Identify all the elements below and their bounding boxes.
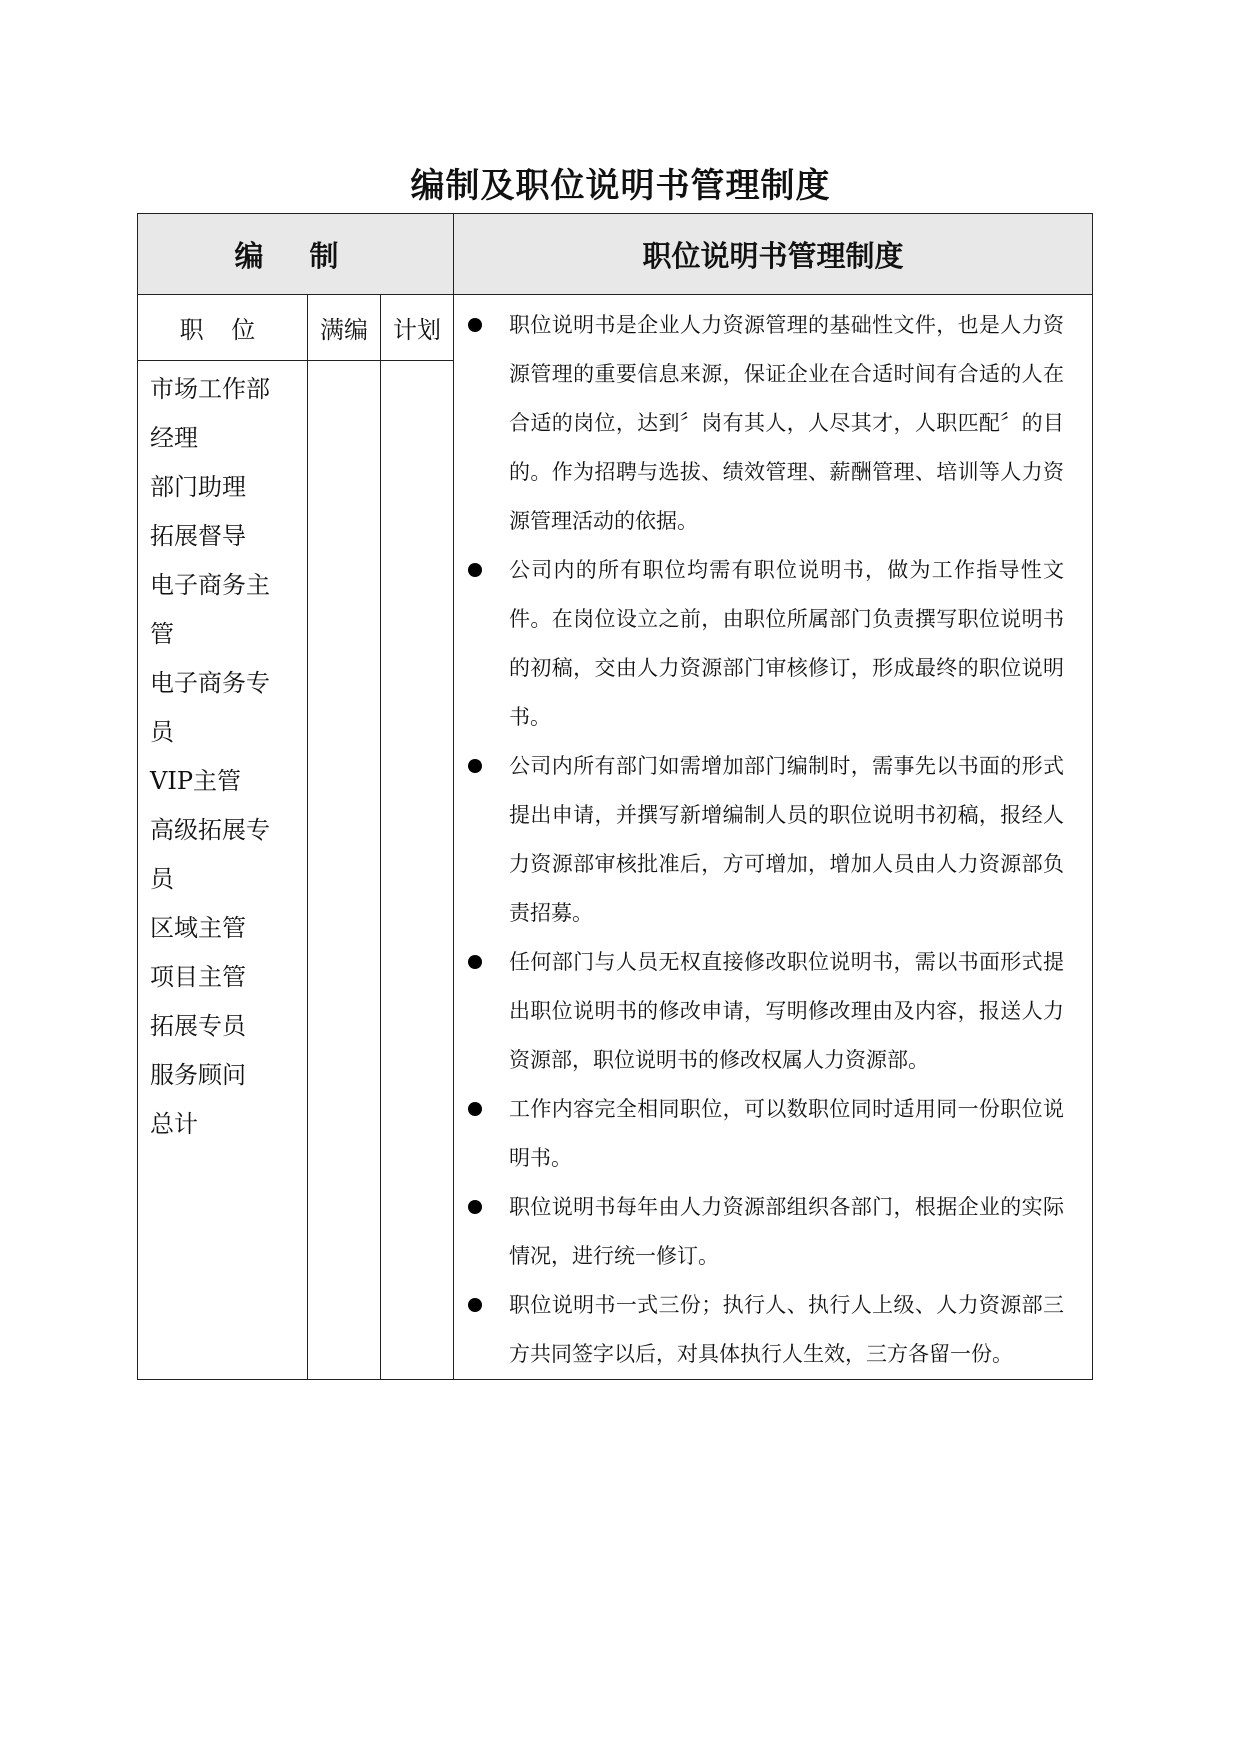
bullet-icon	[468, 1200, 482, 1214]
rule-item	[468, 1085, 1064, 1183]
rule-text: 公司内的所有职位均需有职位说明书，做为工作指导性文件。在岗位设立之前，由职位所属部门负责撰写职位说明书的初稿，交由人力资源部门审核修订，形成最终的职位说明书。	[509, 558, 1065, 729]
page-title: 编制及职位说明书管理制度	[410, 166, 831, 206]
full-staff-column-header: 满编	[308, 295, 381, 361]
position-item: 部门助理	[150, 473, 246, 502]
rule-item	[468, 742, 1064, 938]
position-item: 市场工作部经理	[150, 375, 270, 453]
rule-text: 职位说明书每年由人力资源部组织各部门，根据企业的实际情况，进行统一修订。	[509, 1195, 1065, 1268]
bullet-icon	[468, 1102, 482, 1116]
bullet-icon	[468, 1298, 482, 1312]
rule-item	[468, 301, 1064, 546]
position-item: 总计	[150, 1110, 198, 1139]
position-item: 电子商务专员	[150, 669, 270, 747]
position-item: 电子商务主管	[150, 571, 270, 649]
plan-column-header: 计划	[381, 295, 454, 361]
position-item: 拓展专员	[150, 1012, 246, 1041]
position-column-header: 职 位	[138, 295, 308, 361]
position-item: VIP主管	[150, 767, 241, 796]
rule-text: 任何部门与人员无权直接修改职位说明书，需以书面形式提出职位说明书的修改申请，写明修改理由及内容，报送人力资源部，职位说明书的修改权属人力资源部。	[509, 950, 1065, 1072]
staffing-header: 编 制	[138, 214, 454, 295]
rule-text: 工作内容完全相同职位，可以数职位同时适用同一份职位说明书。	[509, 1097, 1065, 1170]
rule-item	[468, 938, 1064, 1085]
position-item: 高级拓展专员	[150, 816, 270, 894]
rule-text: 职位说明书一式三份；执行人、执行人上级、人力资源部三方共同签字以后，对具体执行人生效，三方各留一份。	[509, 1293, 1065, 1366]
bullet-icon	[468, 563, 482, 577]
position-item: 项目主管	[150, 963, 246, 992]
rules-list	[454, 295, 1092, 1379]
rule-item	[468, 1183, 1064, 1281]
position-list	[138, 361, 307, 1149]
rules-header: 职位说明书管理制度	[454, 214, 1093, 295]
position-item: 拓展督导	[150, 522, 246, 551]
bullet-icon	[468, 318, 482, 332]
rule-text: 职位说明书是企业人力资源管理的基础性文件，也是人力资源管理的重要信息来源，保证企业在合适时间有合适的人在合适的岗位，达到〞岗有其人，人尽其才，人职匹配〞的目的。作为招聘与选拔、绩效管理、薪酬管理、培训等人力资源管理活动的依据。	[509, 313, 1065, 533]
rule-item	[468, 546, 1064, 742]
full-staff-cell	[308, 361, 381, 1380]
position-item: 服务顾问	[150, 1061, 246, 1090]
bullet-icon	[468, 759, 482, 773]
rule-text: 公司内所有部门如需增加部门编制时，需事先以书面的形式提出申请，并撰写新增编制人员的职位说明书初稿，报经人力资源部审核批准后，方可增加，增加人员由人力资源部负责招募。	[509, 754, 1065, 925]
rule-item	[468, 1281, 1064, 1379]
rules-cell	[454, 295, 1093, 1380]
bullet-icon	[468, 955, 482, 969]
position-list-cell	[138, 361, 308, 1380]
staffing-table	[137, 213, 1093, 1380]
position-item: 区域主管	[150, 914, 246, 943]
plan-cell	[381, 361, 454, 1380]
